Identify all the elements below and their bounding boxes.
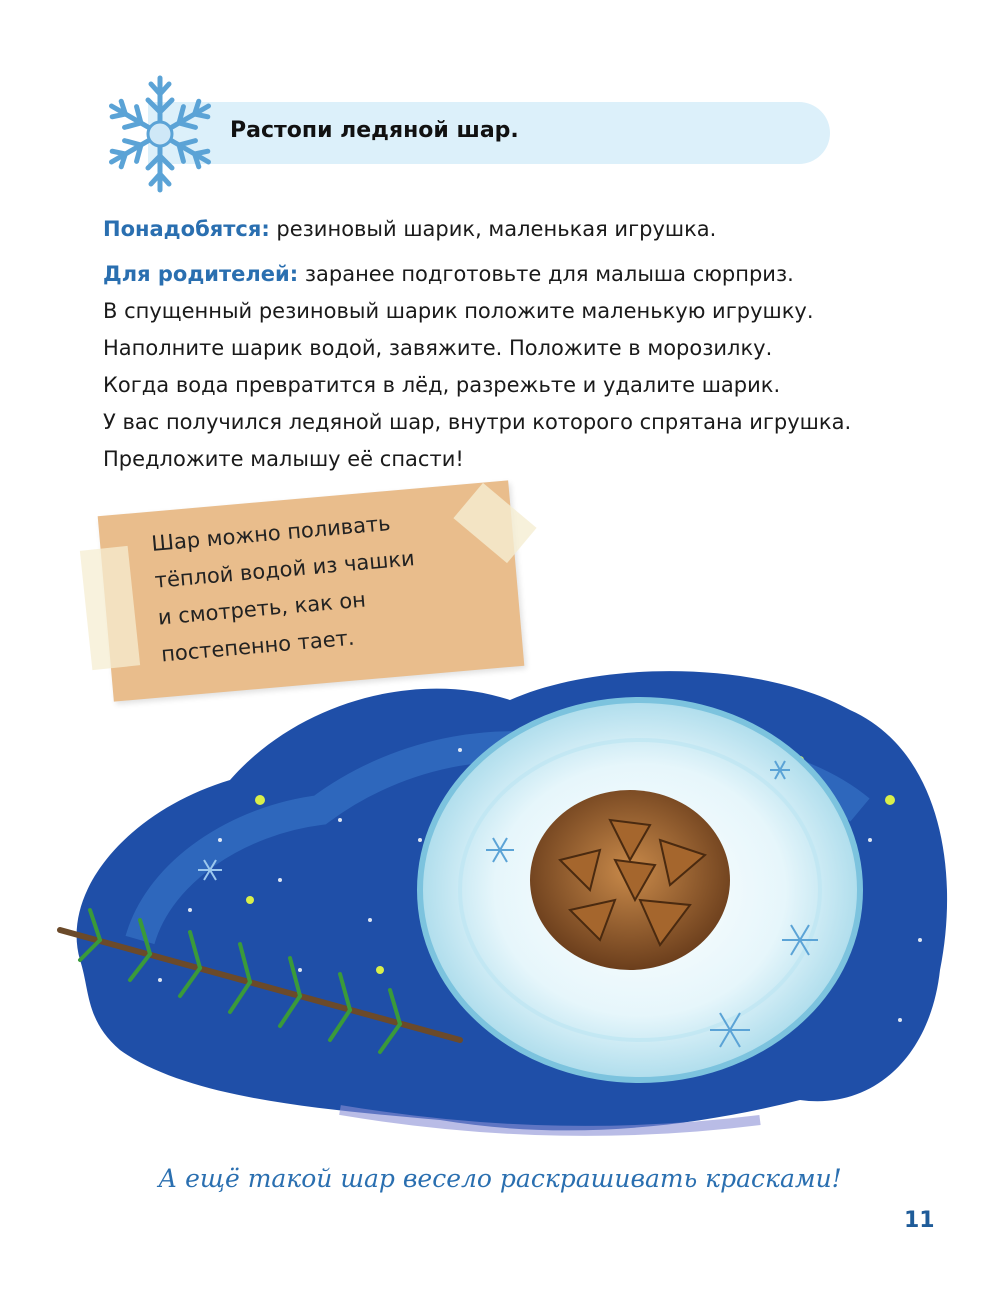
needs-paragraph (103, 211, 716, 248)
needs-text: резиновый шарик, маленькая игрушка. (269, 217, 717, 241)
needs-label: Понадобятся: (103, 217, 270, 241)
parents-line: Предложите малышу её спасти! (103, 447, 464, 471)
parents-first-line: заранее подготовьте для малыша сюрприз. (298, 262, 794, 286)
parents-line: В спущенный резиновый шарик положите маленькую игрушку. (103, 299, 814, 323)
parents-line: Наполните шарик водой, завяжите. Положите в морозилку. (103, 336, 773, 360)
note-line: постепенно тает. (160, 625, 356, 667)
note-line: Шар можно поливать (150, 511, 392, 556)
snowflake-icon (98, 72, 222, 196)
parents-label: Для родителей: (103, 262, 299, 286)
parents-paragraph (103, 256, 851, 478)
caption: А ещё такой шар весело раскрашивать красками! (158, 1164, 842, 1193)
note-line: и смотреть, как он (156, 587, 367, 630)
ice-ball-illustration (40, 640, 980, 1170)
parents-line: Когда вода превратится в лёд, разрежьте и удалите шарик. (103, 373, 781, 397)
note-line: тёплой водой из чашки (153, 546, 416, 593)
tip-note-text (150, 503, 423, 673)
pine-cone (530, 790, 730, 970)
page-title: Растопи ледяной шар. (230, 118, 519, 143)
page-number: 11 (904, 1208, 935, 1233)
parents-line: У вас получился ледяной шар, внутри которого спрятана игрушка. (103, 410, 852, 434)
